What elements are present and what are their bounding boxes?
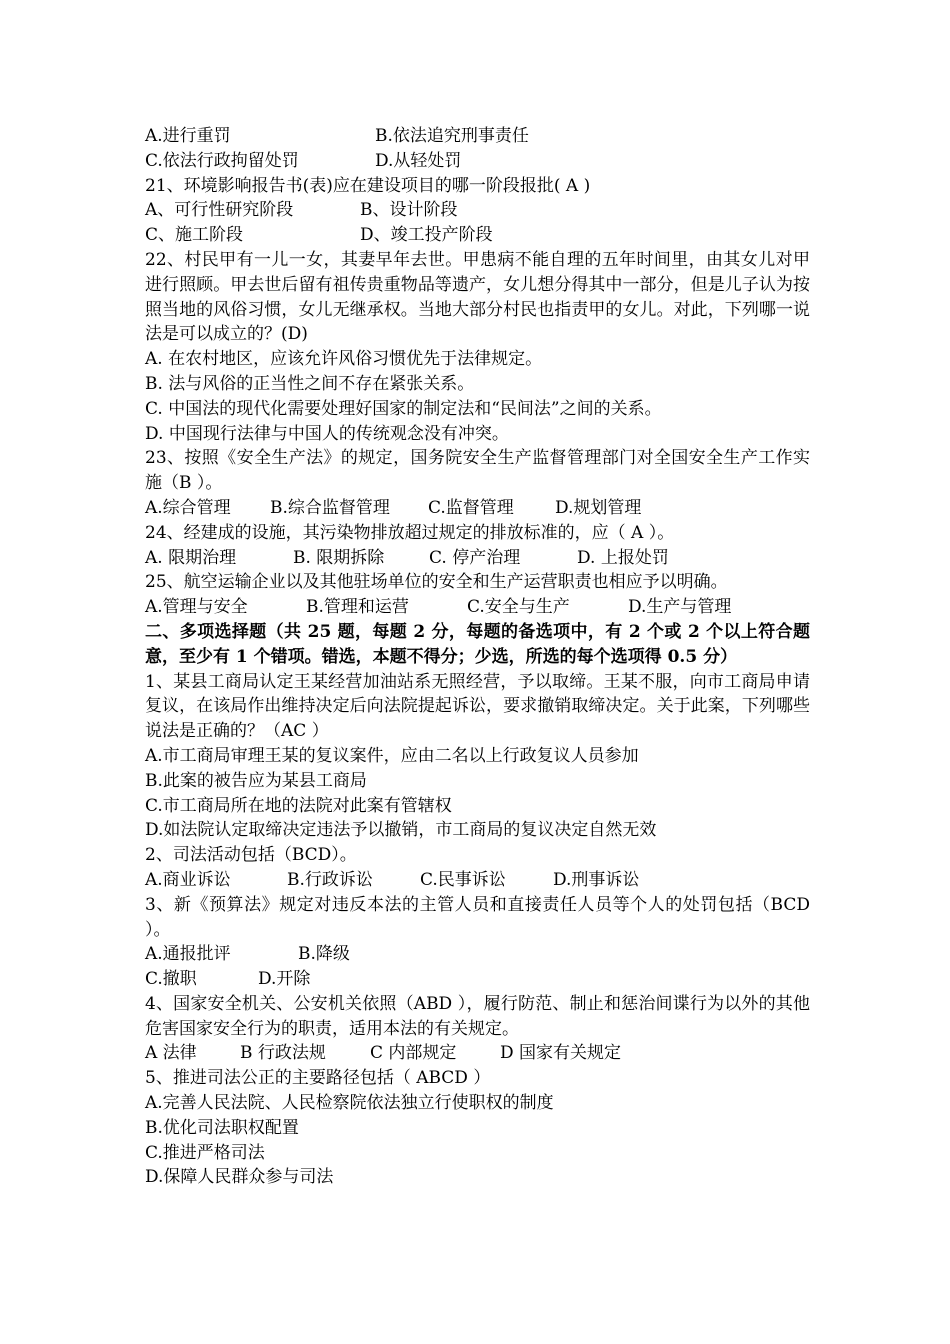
question-paragraph: 1、某县工商局认定王某经营加油站系无照经营，予以取缔。王某不服，向市工商局申请复议，在该局作出维持决定后向法院提起诉讼，要求撤销取缔决定。关于此案，下列哪些说法是正确的？（AC ） (145, 671, 810, 742)
option-item: B.管理和运营 (306, 597, 409, 618)
option-item: A.通报批评 (145, 944, 231, 965)
option-row (145, 124, 810, 149)
option-row (145, 496, 810, 521)
text-line: B. 法与风俗的正当性之间不存在紧张关系。 (145, 373, 475, 394)
option-row (145, 149, 810, 174)
option-item: B.行政诉讼 (287, 869, 373, 890)
option-item: C.安全与生产 (467, 597, 570, 618)
option-item: C、施工阶段 (145, 225, 244, 246)
option-row (145, 546, 810, 571)
option-item: A.商业诉讼 (145, 869, 231, 890)
text-line: C. 中国法的现代化需要处理好国家的制定法和“民间法”之间的关系。 (145, 398, 662, 419)
text-line: 24、经建成的设施，其污染物排放超过规定的排放标准的，应（ A ）。 (145, 522, 675, 543)
text-line: A.完善人民法院、人民检察院依法独立行使职权的制度 (145, 1093, 554, 1114)
option-item: D 国家有关规定 (500, 1043, 622, 1064)
option-item: C.监督管理 (428, 497, 514, 518)
option-row (145, 967, 810, 992)
option-row (145, 1041, 810, 1066)
text-line: D.如法院认定取缔决定违法予以撤销，市工商局的复议决定自然无效 (145, 820, 657, 841)
option-item: A、可行性研究阶段 (145, 200, 294, 221)
text-line: C.市工商局所在地的法院对此案有管辖权 (145, 795, 452, 816)
option-item: A.进行重罚 (145, 126, 231, 146)
option-item: C 内部规定 (370, 1043, 457, 1064)
text-line: 2、司法活动包括（BCD）。 (145, 845, 357, 866)
option-item: A.管理与安全 (145, 597, 248, 618)
option-item: D.开除 (258, 969, 311, 990)
option-item: C.民事诉讼 (420, 869, 506, 890)
question-paragraph: 23、按照《安全生产法》的规定，国务院安全生产监督管理部门对全国安全生产工作实施（B ）。 (145, 448, 810, 494)
option-item: D. 上报处罚 (577, 547, 669, 568)
option-item: B.综合监督管理 (270, 497, 390, 518)
option-item: D.规划管理 (555, 497, 642, 518)
option-row (145, 223, 810, 248)
text-line: D.保障人民群众参与司法 (145, 1167, 334, 1188)
text-line: A. 在农村地区，应该允许风俗习惯优先于法律规定。 (145, 349, 543, 370)
text-line: 25、航空运输企业以及其他驻场单位的安全和生产运营职责也相应予以明确。 (145, 572, 728, 593)
option-item: C.依法行政拘留处罚 (145, 150, 299, 171)
option-row (145, 595, 810, 620)
option-item: B. 限期拆除 (293, 547, 385, 568)
text-line: A.市工商局审理王某的复议案件，应由二名以上行政复议人员参加 (145, 745, 639, 766)
option-item: C.撤职 (145, 969, 197, 990)
option-item: C. 停产治理 (429, 547, 521, 568)
option-item: D、竣工投产阶段 (360, 225, 493, 246)
option-row (145, 868, 810, 893)
question-paragraph: 4、国家安全机关、公安机关依照（ABD ），履行防范、制止和惩治间谍行为以外的其他危害国家安全行为的职责，适用本法的有关规定。 (145, 993, 810, 1039)
option-item: A.综合管理 (145, 497, 231, 518)
text-line: 5、推进司法公正的主要路径包括（ ABCD ） (145, 1068, 491, 1089)
text-line: 21、环境影响报告书(表)应在建设项目的哪一阶段报批( A ) (145, 175, 591, 196)
option-item: D.生产与管理 (628, 597, 732, 618)
question-paragraph: 3、新《预算法》规定对违反本法的主管人员和直接责任人员等个人的处罚包括（BCD ）。 (145, 894, 810, 940)
document-body (145, 124, 810, 1190)
section-heading: 二、多项选择题（共 25 题，每题 2 分，每题的备选项中，有 2 个或 2 个以上符合题意，至少有 1 个错项。错选，本题不得分；少选，所选的每个选项得 0.5 分） (145, 621, 810, 667)
option-item: D.从轻处罚 (375, 150, 462, 171)
option-row (145, 198, 810, 223)
option-item: A 法律 (145, 1043, 197, 1064)
text-line: D. 中国现行法律与中国人的传统观念没有冲突。 (145, 423, 509, 444)
option-item: B 行政法规 (240, 1043, 326, 1064)
question-paragraph: 22、村民甲有一儿一女，其妻早年去世。甲患病不能自理的五年时间里，由其女儿对甲进行照顾。甲去世后留有祖传贵重物品等遗产，女儿想分得其中一部分，但是儿子认为按照当地的风俗习惯，女儿无继承权。当地大部分村民也指责甲的女儿。对此，下列哪一说法是可以成立的？(D) (145, 249, 810, 345)
option-item: B、设计阶段 (360, 200, 458, 221)
option-item: A. 限期治理 (145, 547, 237, 568)
option-item: B.依法追究刑事责任 (375, 126, 529, 146)
option-row (145, 942, 810, 967)
text-line: B.此案的被告应为某县工商局 (145, 770, 367, 791)
text-line: B.优化司法职权配置 (145, 1117, 299, 1138)
text-line: C.推进严格司法 (145, 1142, 265, 1163)
option-item: B.降级 (298, 944, 350, 965)
option-item: D.刑事诉讼 (553, 869, 640, 890)
